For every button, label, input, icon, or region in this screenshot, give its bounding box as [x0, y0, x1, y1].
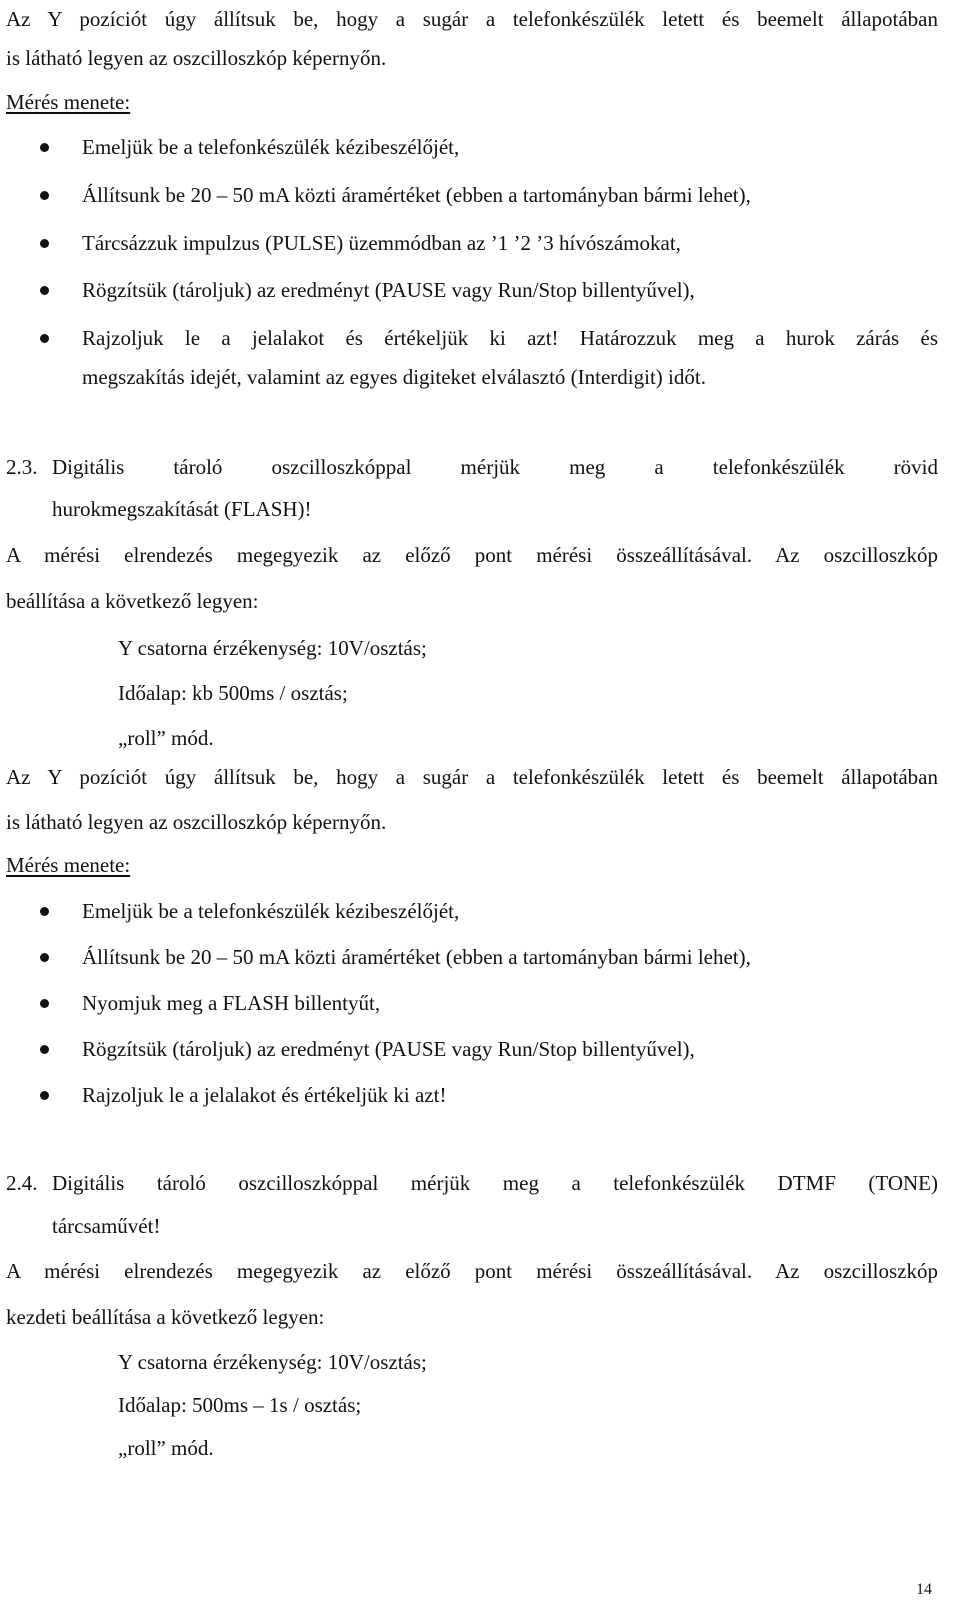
setting-line: Y csatorna érzékenység: 10V/osztás; — [118, 636, 427, 660]
list-item: Tárcsázzuk impulzus (PULSE) üzemmódban az ’1 ’2 ’3 hívószámokat, — [82, 231, 681, 255]
list-item: Nyomjuk meg a FLASH billentyűt, — [82, 991, 381, 1015]
list-item: Rajzoljuk le a jelalakot és értékeljük ki azt! Határozzuk meg a hurok zárás és — [82, 326, 938, 350]
paragraph-line: Az Y pozíciót úgy állítsuk be, hogy a sugár a telefonkészülék letett és beemelt állapotában — [6, 765, 938, 789]
paragraph-line: A mérési elrendezés megegyezik az előző pont mérési összeállításával. Az oszcilloszkóp — [6, 1259, 938, 1283]
bullet-dot — [40, 999, 49, 1008]
procedure-heading: Mérés menete: — [6, 853, 131, 877]
bullet-dot — [40, 286, 49, 295]
bullet-dot — [40, 953, 49, 962]
section-title-cont: hurokmegszakítását (FLASH)! — [52, 497, 312, 521]
bullet-dot — [40, 907, 49, 916]
section-title: Digitális tároló oszcilloszkóppal mérjük meg a telefonkészülék DTMF (TONE) — [52, 1171, 938, 1195]
list-item: Állítsunk be 20 – 50 mA közti áramértéket (ebben a tartományban bármi lehet), — [82, 945, 751, 969]
paragraph-line: beállítása a következő legyen: — [6, 589, 259, 613]
bullet-dot — [40, 191, 49, 200]
list-item: Emeljük be a telefonkészülék kézibeszélőjét, — [82, 135, 460, 159]
section-number: 2.4. — [6, 1171, 38, 1195]
paragraph-line: is látható legyen az oszcilloszkóp képernyőn. — [6, 46, 387, 70]
setting-line: Y csatorna érzékenység: 10V/osztás; — [118, 1350, 427, 1374]
bullet-dot — [40, 1091, 49, 1100]
list-item: Állítsunk be 20 – 50 mA közti áramértéket (ebben a tartományban bármi lehet), — [82, 183, 751, 207]
setting-line: Időalap: 500ms – 1s / osztás; — [118, 1393, 362, 1417]
list-item: Rajzoljuk le a jelalakot és értékeljük ki azt! — [82, 1083, 447, 1107]
section-title: Digitális tároló oszcilloszkóppal mérjük meg a telefonkészülék rövid — [52, 455, 938, 479]
bullet-dot — [40, 143, 49, 152]
bullet-dot — [40, 334, 49, 343]
procedure-heading: Mérés menete: — [6, 90, 131, 114]
paragraph-line: Az Y pozíciót úgy állítsuk be, hogy a sugár a telefonkészülék letett és beemelt állapotában — [6, 7, 938, 31]
list-item: Emeljük be a telefonkészülék kézibeszélőjét, — [82, 899, 460, 923]
page-number: 14 — [916, 1581, 932, 1598]
setting-line: Időalap: kb 500ms / osztás; — [118, 681, 348, 705]
setting-line: „roll” mód. — [118, 726, 214, 750]
setting-line: „roll” mód. — [118, 1436, 214, 1460]
paragraph-line: kezdeti beállítása a következő legyen: — [6, 1305, 325, 1329]
list-item: Rögzítsük (tároljuk) az eredményt (PAUSE vagy Run/Stop billentyűvel), — [82, 278, 695, 302]
bullet-dot — [40, 1045, 49, 1054]
section-number: 2.3. — [6, 455, 38, 479]
list-item-continuation: megszakítás idejét, valamint az egyes digiteket elválasztó (Interdigit) időt. — [82, 365, 706, 389]
list-item: Rögzítsük (tároljuk) az eredményt (PAUSE vagy Run/Stop billentyűvel), — [82, 1037, 695, 1061]
section-title-cont: tárcsaművét! — [52, 1214, 161, 1238]
bullet-dot — [40, 239, 49, 248]
paragraph-line: is látható legyen az oszcilloszkóp képernyőn. — [6, 810, 387, 834]
paragraph-line: A mérési elrendezés megegyezik az előző pont mérési összeállításával. Az oszcilloszkóp — [6, 543, 938, 567]
